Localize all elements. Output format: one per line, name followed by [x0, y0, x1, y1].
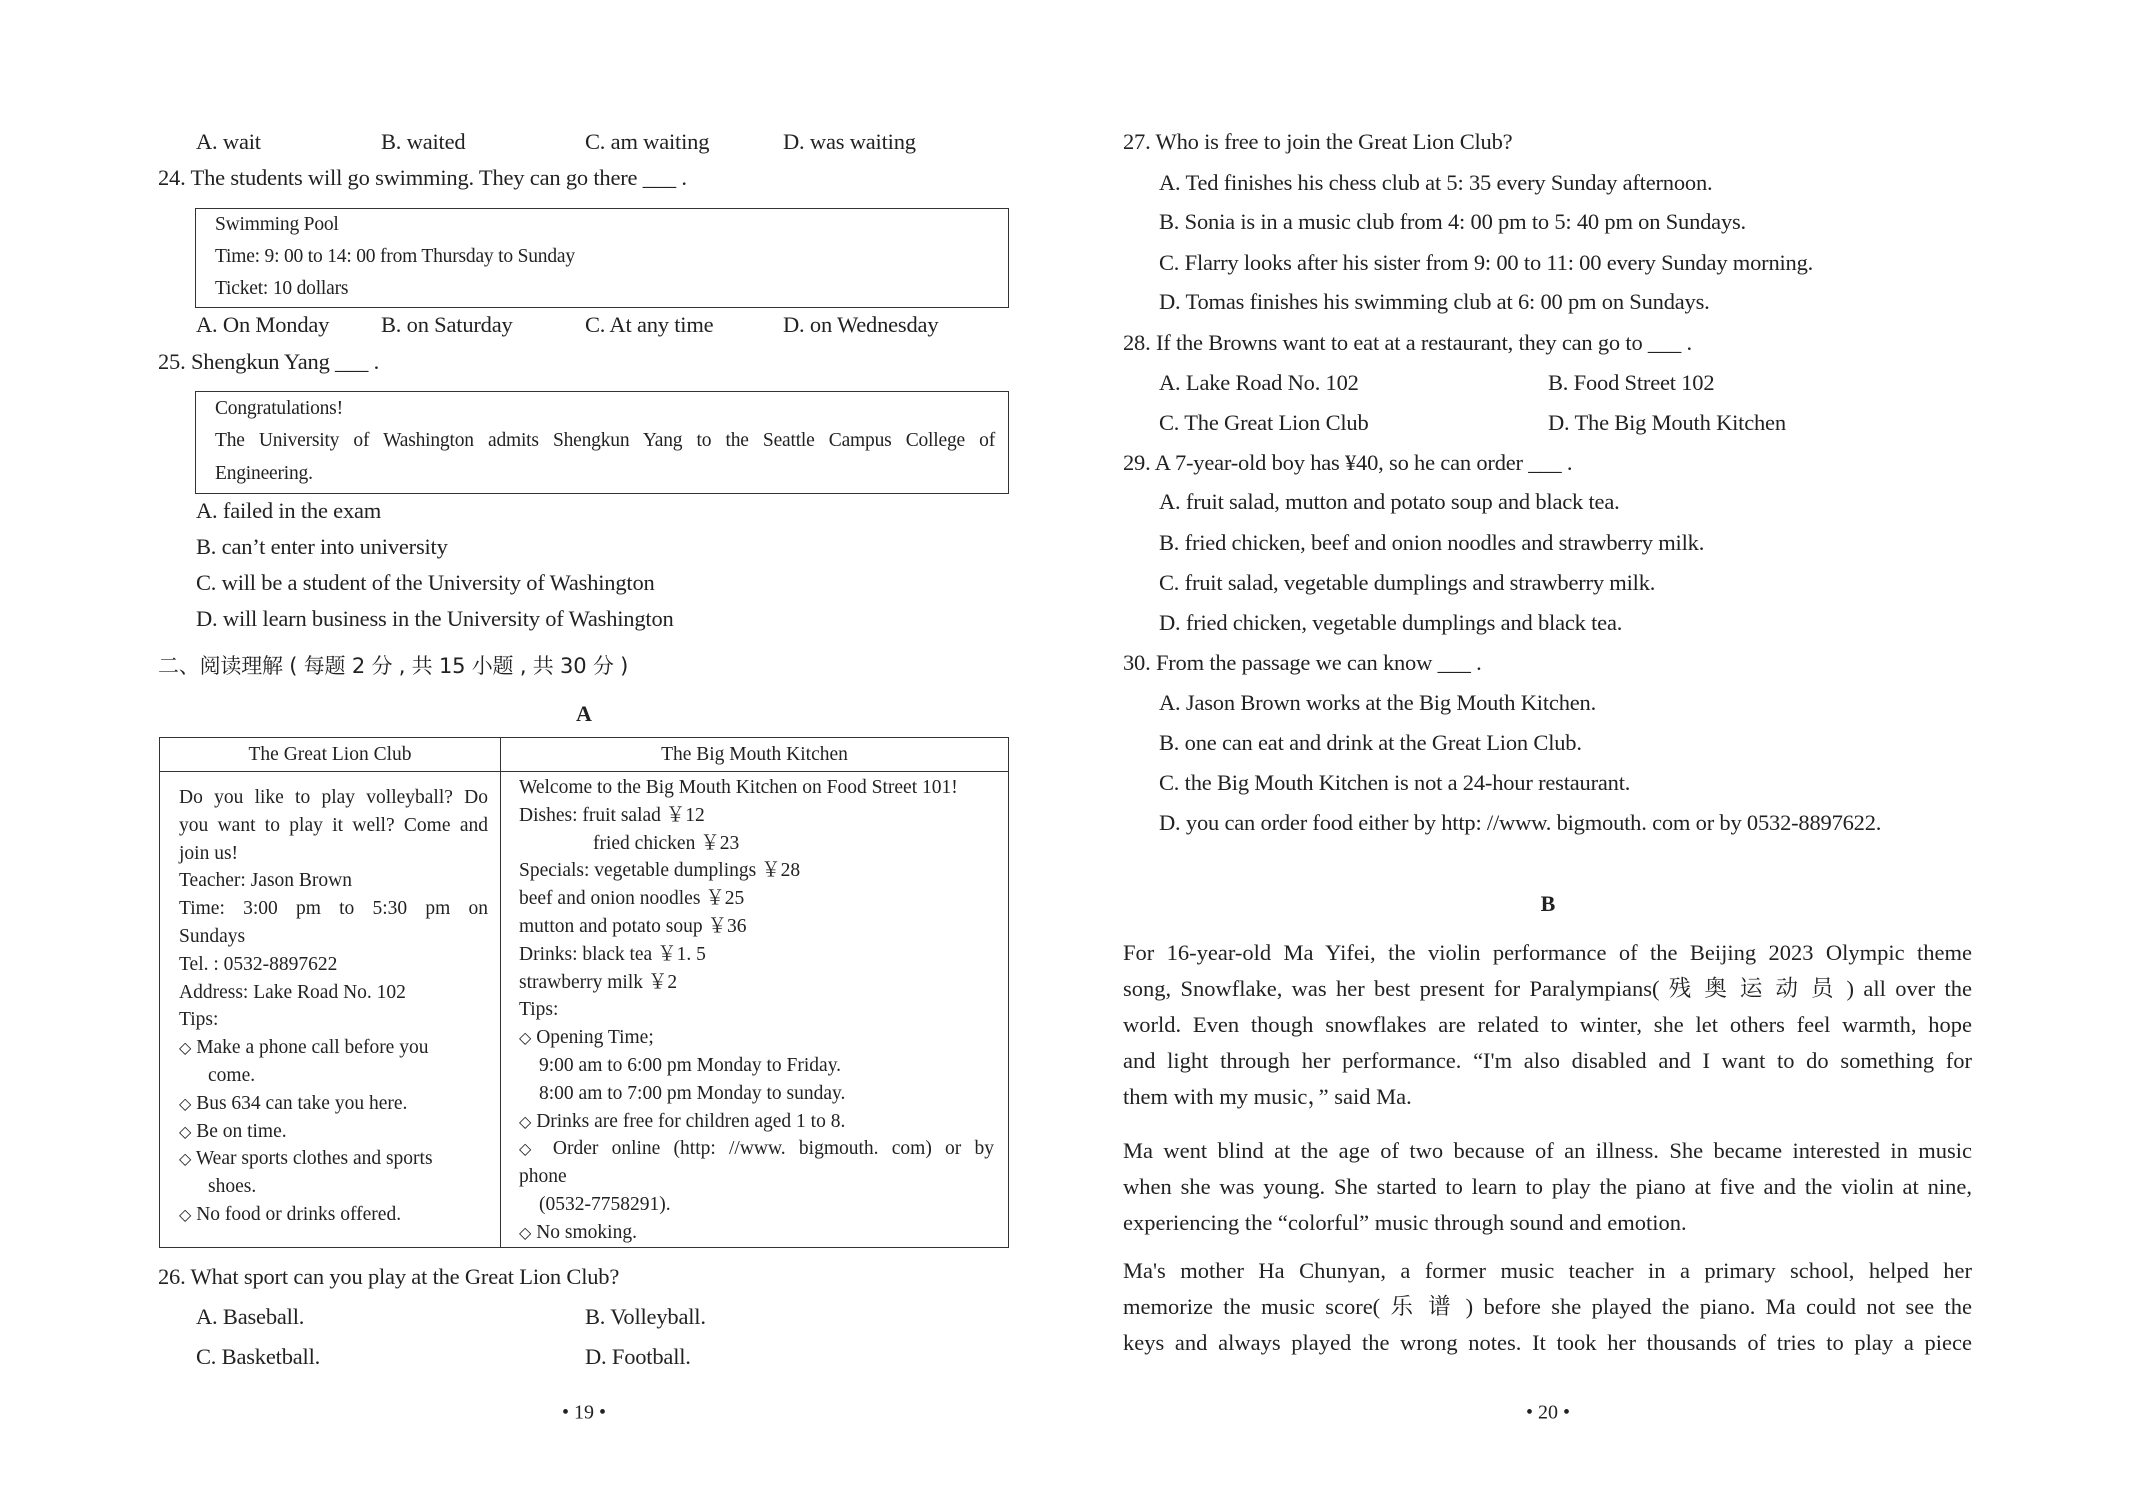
cell-line: Specials: vegetable dumplings ￥28 — [519, 860, 801, 882]
paragraph-line: when she was young. She started to learn to play the piano at five and the violin at nine, — [1123, 1174, 1972, 1199]
q27-option-d: D. Tomas finishes his swimming club at 6: 00 pm on Sundays. — [1159, 289, 1710, 314]
paragraph-line: keys and always played the wrong notes. It took her thousands of tries to play a piece — [1123, 1330, 1972, 1355]
q25-option-d: D. will learn business in the University of Washington — [196, 606, 674, 631]
notice-line: Engineering. — [215, 463, 313, 484]
cell-line: Time: 3:00 pm to 5:30 pm on — [179, 898, 488, 920]
table-header-big-mouth: The Big Mouth Kitchen — [501, 738, 1009, 772]
diamond-bullet-icon: ◇ — [179, 1093, 192, 1113]
cell-line: Tel. : 0532-8897622 — [179, 953, 338, 975]
q26-option-a: A. Baseball. — [196, 1304, 305, 1329]
tip-text: Be on time. — [196, 1120, 287, 1142]
tip-item — [179, 1090, 488, 1118]
notice-line: Ticket: 10 dollars — [215, 278, 349, 299]
cell-line: shoes. — [208, 1176, 257, 1198]
cell-line: Dishes: fruit salad ￥12 — [519, 804, 705, 826]
q26-option-d: D. Football. — [585, 1344, 691, 1369]
q27-option-c: C. Flarry looks after his sister from 9: 00 to 11: 00 every Sunday morning. — [1159, 250, 1814, 275]
paragraph-line: world. Even though snowflakes are related to winter, she let others feel warmth, hope — [1123, 1012, 1972, 1037]
section-heading: 二、阅读理解 ( 每题 2 分 , 共 15 小题 , 共 30 分 ) — [158, 654, 629, 678]
diamond-bullet-icon: ◇ — [179, 1204, 192, 1224]
q28-option-d: D. The Big Mouth Kitchen — [1548, 410, 1786, 435]
passage-b-label: B — [1540, 891, 1556, 916]
paragraph-line: Ma's mother Ha Chunyan, a former music teacher in a primary school, helped her — [1123, 1258, 1972, 1283]
notice-line: Swimming Pool — [215, 214, 339, 235]
q29-option-d: D. fried chicken, vegetable dumplings and black tea. — [1159, 610, 1623, 635]
notice-line: Time: 9: 00 to 14: 00 from Thursday to Sunday — [215, 246, 575, 267]
diamond-bullet-icon: ◇ — [519, 1139, 540, 1159]
q29-question: 29. A 7-year-old boy has ¥40, so he can order ___ . — [1123, 450, 1573, 475]
q24-question: 24. The students will go swimming. They can go there ___ . — [158, 165, 687, 190]
passage-paragraph — [1123, 935, 1972, 1115]
paragraph-line: song, Snowflake, was her best present for Paralympians( 残 奥 运 动 员 ) all over the — [1123, 976, 1972, 1001]
q30-option-b: B. one can eat and drink at the Great Lion Club. — [1159, 730, 1582, 755]
cell-line: Tips: — [179, 1009, 219, 1031]
q23-option-b: B. waited — [381, 129, 466, 154]
q30-option-d: D. you can order food either by http: //www. bigmouth. com or by 0532-8897622. — [1159, 810, 1882, 835]
cell-line: fried chicken ￥23 — [593, 832, 740, 854]
passage-paragraph — [1123, 1253, 1972, 1361]
tip-text: Make a phone call before you — [196, 1037, 429, 1059]
tip-item — [519, 1219, 1000, 1247]
q24-option-c: C. At any time — [585, 312, 714, 337]
q28-option-b: B. Food Street 102 — [1548, 370, 1715, 395]
diamond-bullet-icon: ◇ — [179, 1038, 192, 1058]
diamond-bullet-icon: ◇ — [179, 1149, 192, 1169]
tip-item — [519, 1024, 1000, 1052]
tip-item — [519, 1108, 1000, 1136]
cell-line: come. — [208, 1064, 256, 1086]
tip-item — [179, 1118, 488, 1146]
tip-item — [519, 1135, 994, 1163]
q28-option-a: A. Lake Road No. 102 — [1159, 370, 1359, 395]
cell-line: Do you like to play volleyball? Do — [179, 787, 488, 808]
q28-question: 28. If the Browns want to eat at a restaurant, they can go to ___ . — [1123, 330, 1692, 355]
tip-item — [179, 1145, 488, 1173]
cell-line: Drinks: black tea ￥1. 5 — [519, 943, 706, 965]
passage-paragraph — [1123, 1133, 1972, 1241]
q23-option-c: C. am waiting — [585, 129, 710, 154]
paragraph-line: memorize the music score( 乐 谱 ) before she played the piano. Ma could not see the — [1123, 1294, 1972, 1319]
cell-line: Address: Lake Road No. 102 — [179, 981, 406, 1003]
page-number-19: • 19 • — [561, 1401, 607, 1424]
tip-item — [179, 1034, 488, 1062]
q24-option-a: A. On Monday — [196, 312, 330, 337]
big-mouth-cell — [501, 772, 1009, 1248]
q29-option-c: C. fruit salad, vegetable dumplings and strawberry milk. — [1159, 570, 1656, 595]
q27-option-a: A. Ted finishes his chess club at 5: 35 every Sunday afternoon. — [1159, 170, 1713, 195]
lion-club-cell — [160, 772, 501, 1248]
q29-option-b: B. fried chicken, beef and onion noodles and strawberry milk. — [1159, 530, 1705, 555]
cell-line: mutton and potato soup ￥36 — [519, 915, 747, 937]
cell-line: Sundays — [179, 925, 246, 947]
page-number-20: • 20 • — [1525, 1401, 1571, 1424]
cell-line: phone — [519, 1166, 567, 1188]
cell-line: 8:00 am to 7:00 pm Monday to sunday. — [539, 1082, 846, 1104]
q28-option-c: C. The Great Lion Club — [1159, 410, 1369, 435]
diamond-bullet-icon: ◇ — [519, 1028, 532, 1048]
q27-option-b: B. Sonia is in a music club from 4: 00 pm to 5: 40 pm on Sundays. — [1159, 209, 1746, 234]
cell-line: strawberry milk ￥2 — [519, 971, 678, 993]
cell-line: Teacher: Jason Brown — [179, 870, 352, 892]
q25-option-c: C. will be a student of the University of Washington — [196, 570, 655, 595]
table-header-lion-club: The Great Lion Club — [160, 738, 501, 772]
q25-option-a: A. failed in the exam — [196, 498, 382, 523]
notice-line: The University of Washington admits Shengkun Yang to the Seattle Campus College of — [215, 430, 995, 451]
tip-text: Order online (http: //www. bigmouth. com) or by — [552, 1138, 994, 1160]
q30-option-a: A. Jason Brown works at the Big Mouth Kitchen. — [1159, 690, 1597, 715]
paragraph-line: and light through her performance. “I'm also disabled and I want to do something for — [1123, 1048, 1972, 1073]
passage-a-label: A — [576, 701, 592, 726]
cell-line: you want to play it well? Come and — [179, 814, 488, 836]
cell-line: beef and onion noodles ￥25 — [519, 888, 745, 910]
diamond-bullet-icon: ◇ — [519, 1222, 532, 1242]
passage-a-table — [159, 737, 1009, 1248]
tip-text: Wear sports clothes and sports — [195, 1148, 433, 1170]
q27-question: 27. Who is free to join the Great Lion Club? — [1123, 129, 1513, 154]
tip-item — [179, 1201, 488, 1229]
cell-line: Welcome to the Big Mouth Kitchen on Food Street 101! — [519, 777, 958, 798]
q23-option-a: A. wait — [196, 129, 261, 154]
notice-line: Congratulations! — [215, 398, 343, 419]
q25-question: 25. Shengkun Yang ___ . — [158, 349, 380, 374]
diamond-bullet-icon: ◇ — [179, 1121, 192, 1141]
paragraph-line: Ma went blind at the age of two because of an illness. She became interested in music — [1123, 1138, 1972, 1163]
paragraph-line: For 16-year-old Ma Yifei, the violin performance of the Beijing 2023 Olympic theme — [1123, 940, 1972, 965]
tip-text: No smoking. — [536, 1221, 637, 1243]
tip-text: Opening Time; — [536, 1027, 654, 1049]
q26-question: 26. What sport can you play at the Great Lion Club? — [158, 1264, 620, 1289]
q26-option-b: B. Volleyball. — [585, 1304, 706, 1329]
q30-option-c: C. the Big Mouth Kitchen is not a 24-hour restaurant. — [1159, 770, 1631, 795]
cell-line: Tips: — [519, 999, 559, 1021]
cell-line: (0532-7758291). — [539, 1193, 671, 1215]
tip-text: No food or drinks offered. — [196, 1203, 402, 1225]
tip-text: Drinks are free for children aged 1 to 8. — [536, 1110, 846, 1132]
cell-line: 9:00 am to 6:00 pm Monday to Friday. — [539, 1054, 842, 1076]
cell-line: join us! — [179, 842, 239, 864]
q25-option-b: B. can’t enter into university — [196, 534, 448, 559]
q26-option-c: C. Basketball. — [196, 1344, 321, 1369]
q23-option-d: D. was waiting — [783, 129, 916, 154]
diamond-bullet-icon: ◇ — [519, 1111, 532, 1131]
q24-option-d: D. on Wednesday — [783, 312, 939, 337]
q30-question: 30. From the passage we can know ___ . — [1123, 650, 1482, 675]
q24-option-b: B. on Saturday — [381, 312, 513, 337]
q29-option-a: A. fruit salad, mutton and potato soup and black tea. — [1159, 489, 1620, 514]
paragraph-line: experiencing the “colorful” music through sound and emotion. — [1123, 1210, 1687, 1235]
paragraph-line: them with my music，” said Ma. — [1123, 1084, 1412, 1109]
tip-text: Bus 634 can take you here. — [196, 1092, 408, 1114]
